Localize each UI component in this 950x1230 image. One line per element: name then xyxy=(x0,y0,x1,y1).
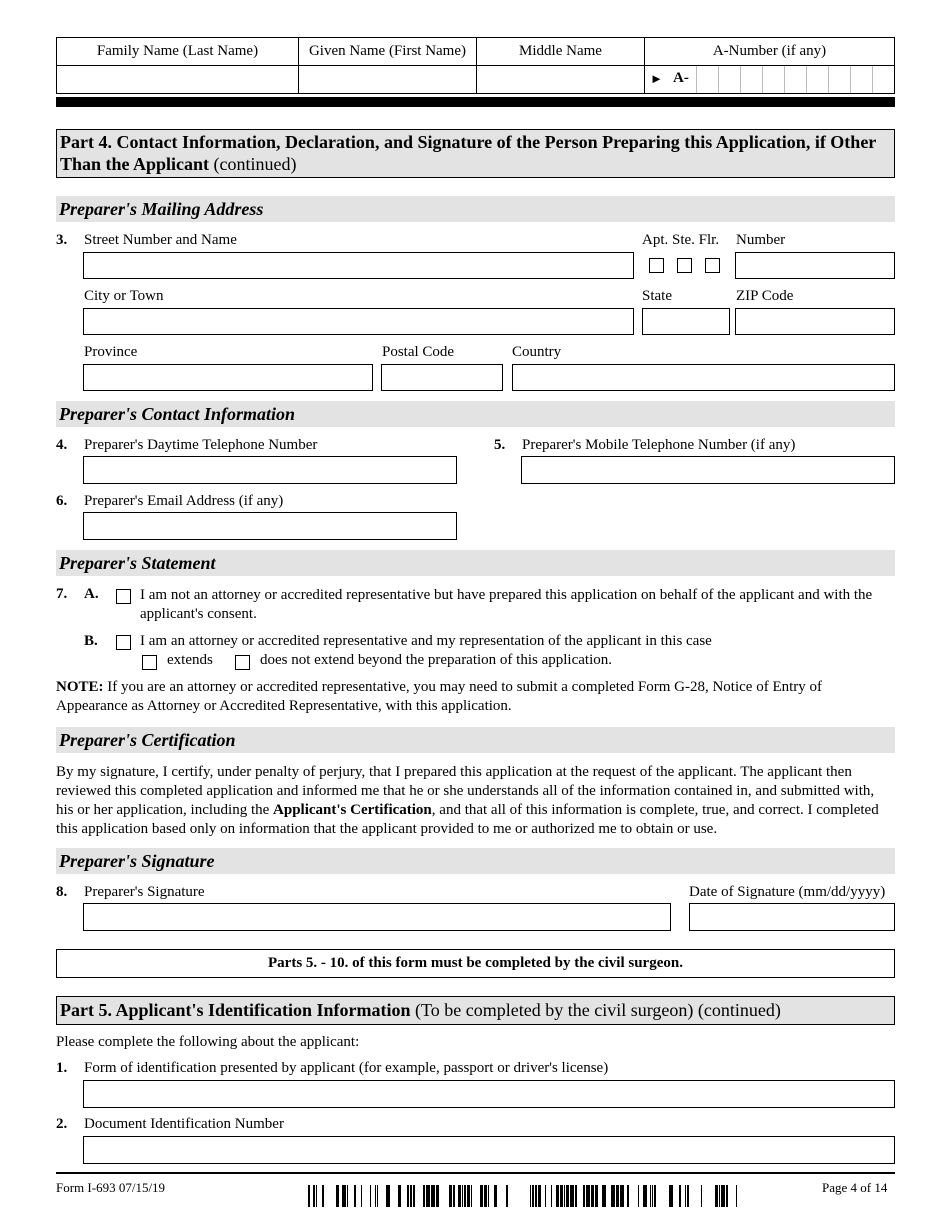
preparer-certification-heading: Preparer's Certification xyxy=(56,727,895,753)
middle-name-field[interactable] xyxy=(477,66,645,94)
given-name-header: Given Name (First Name) xyxy=(299,38,477,66)
postal-label: Postal Code xyxy=(382,344,455,360)
apt-label: Apt. Ste. Flr. xyxy=(642,232,720,248)
mobile-phone-label: Preparer's Mobile Telephone Number (if any) xyxy=(522,437,796,453)
extends-checkbox[interactable] xyxy=(142,655,157,670)
p5-q2-number: 2. xyxy=(56,1116,68,1132)
arrow-right-icon: ► xyxy=(650,71,663,86)
postal-input[interactable] xyxy=(381,364,503,391)
id-form-input[interactable] xyxy=(83,1080,895,1108)
number-label: Number xyxy=(736,232,786,248)
civil-surgeon-notice: Parts 5. - 10. of this form must be completed by the civil surgeon. xyxy=(56,949,895,978)
street-input[interactable] xyxy=(83,252,634,279)
daytime-phone-input[interactable] xyxy=(83,456,457,484)
p5-q1-number: 1. xyxy=(56,1060,68,1076)
option-b-letter: B. xyxy=(84,633,98,649)
q6-number: 6. xyxy=(56,493,68,509)
mobile-phone-input[interactable] xyxy=(521,456,895,484)
apt-number-input[interactable] xyxy=(735,252,895,279)
q4-number: 4. xyxy=(56,437,68,453)
zip-input[interactable] xyxy=(735,308,895,335)
province-label: Province xyxy=(84,344,138,360)
family-name-field[interactable] xyxy=(57,66,299,94)
daytime-phone-label: Preparer's Daytime Telephone Number xyxy=(84,437,318,453)
country-label: Country xyxy=(512,344,562,360)
a-number-prefix: A- xyxy=(673,70,689,86)
header-divider-bar xyxy=(56,97,895,107)
not-attorney-text: I am not an attorney or accredited representative but have prepared this application on behalf of the applicant and with the applicant's consent. xyxy=(140,587,873,622)
state-label: State xyxy=(642,288,672,304)
id-form-label: Form of identification presented by applicant (for example, passport or driver's license) xyxy=(84,1060,609,1076)
a-number-digit-cells[interactable] xyxy=(696,66,894,93)
extends-label: extends xyxy=(167,652,213,668)
q8-number: 8. xyxy=(56,884,68,900)
a-number-header: A-Number (if any) xyxy=(645,38,895,66)
doc-id-input[interactable] xyxy=(83,1136,895,1164)
not-attorney-checkbox[interactable] xyxy=(116,589,131,604)
zip-label: ZIP Code xyxy=(736,288,794,304)
part4-title: Part 4. Contact Information, Declaration, and Signature of the Person Preparing this Application, if Other Than the Applicant (continued) xyxy=(56,129,895,178)
attorney-checkbox[interactable] xyxy=(116,635,131,650)
part5-intro: Please complete the following about the applicant: xyxy=(56,1034,360,1050)
apt-checkbox[interactable] xyxy=(649,258,664,273)
contact-info-heading: Preparer's Contact Information xyxy=(56,401,895,427)
signature-label: Preparer's Signature xyxy=(84,884,205,900)
state-input[interactable] xyxy=(642,308,730,335)
attorney-text: I am an attorney or accredited representative and my representation of the applicant in this case xyxy=(140,633,712,649)
footer-rule xyxy=(56,1172,895,1174)
a-number-field[interactable] xyxy=(645,66,895,94)
does-not-extend-label: does not extend beyond the preparation of this application. xyxy=(260,652,612,668)
part5-title: Part 5. Applicant's Identification Information (To be completed by the civil surgeon) (continued) xyxy=(56,996,895,1025)
signature-input[interactable] xyxy=(83,903,671,931)
country-input[interactable] xyxy=(512,364,895,391)
certification-text: By my signature, I certify, under penalty of perjury, that I prepared this application at the request of the applicant. The applicant then reviewed this completed application and informed me that he or she understands all of the information contained in, and submitted with, his or her application, including the Applicant's Certification, and that all of this information is complete, true, and correct. I completed this application based only on information that the applicant provided to me or authorized me to obtain or use. xyxy=(56,764,879,837)
barcode-icon xyxy=(308,1185,742,1207)
city-input[interactable] xyxy=(83,308,634,335)
applicant-name-header xyxy=(56,37,895,94)
flr-checkbox[interactable] xyxy=(705,258,720,273)
doc-id-label: Document Identification Number xyxy=(84,1116,284,1132)
form-id: Form I-693 07/15/19 xyxy=(56,1180,166,1195)
page-number: Page 4 of 14 xyxy=(822,1180,888,1195)
ste-checkbox[interactable] xyxy=(677,258,692,273)
option-a-letter: A. xyxy=(84,586,99,602)
q7-number: 7. xyxy=(56,586,68,602)
signature-date-input[interactable] xyxy=(689,903,895,931)
q3-number: 3. xyxy=(56,232,68,248)
note-text: NOTE: If you are an attorney or accredited representative, you may need to submit a completed Form G-28, Notice of Entry of Appearance as Attorney or Accredited Representative, with this application. xyxy=(56,679,823,714)
preparer-signature-heading: Preparer's Signature xyxy=(56,848,895,874)
city-label: City or Town xyxy=(84,288,164,304)
middle-name-header: Middle Name xyxy=(477,38,645,66)
email-label: Preparer's Email Address (if any) xyxy=(84,493,284,509)
province-input[interactable] xyxy=(83,364,373,391)
email-input[interactable] xyxy=(83,512,457,540)
does-not-extend-checkbox[interactable] xyxy=(235,655,250,670)
q5-number: 5. xyxy=(494,437,506,453)
preparer-statement-heading: Preparer's Statement xyxy=(56,550,895,576)
given-name-field[interactable] xyxy=(299,66,477,94)
family-name-header: Family Name (Last Name) xyxy=(57,38,299,66)
street-label: Street Number and Name xyxy=(84,232,237,248)
signature-date-label: Date of Signature (mm/dd/yyyy) xyxy=(689,884,886,900)
mailing-address-heading: Preparer's Mailing Address xyxy=(56,196,895,222)
